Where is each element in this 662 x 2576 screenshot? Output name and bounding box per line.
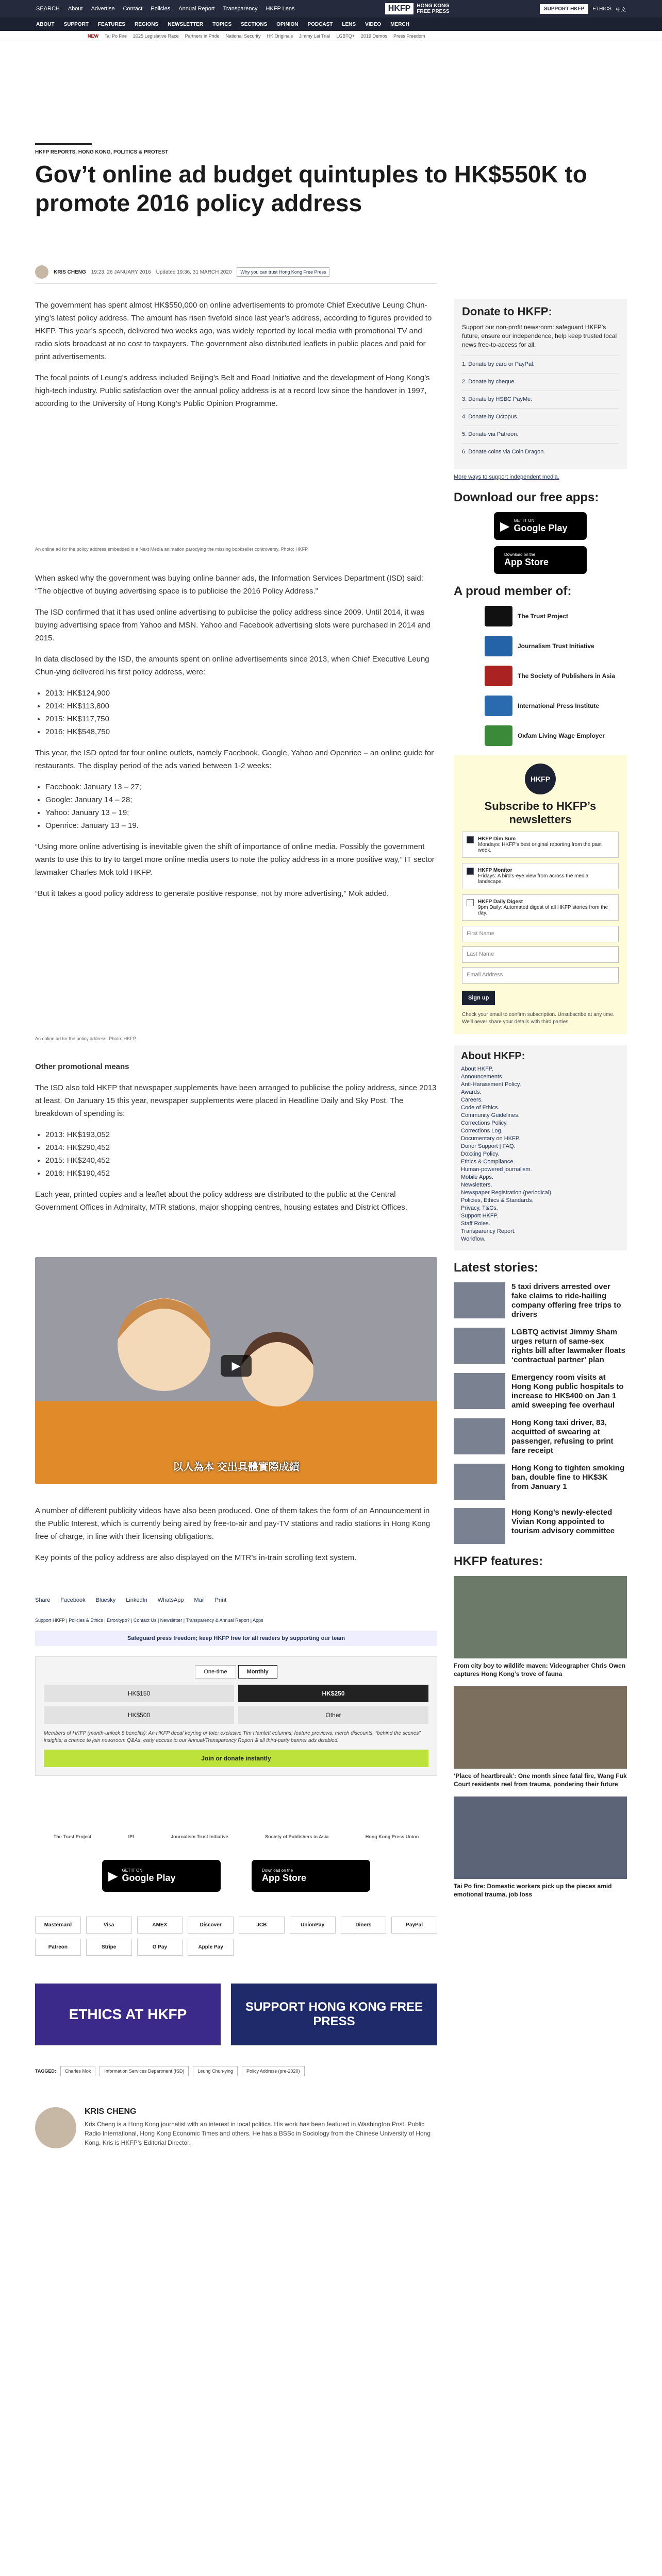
about-link[interactable]: Anti-Harassment Policy. — [461, 1081, 521, 1088]
advertise-link[interactable]: Advertise — [91, 6, 115, 12]
paragraph: “Using more online advertising is inevitable given the shift of importance of online media. Possibly the government wants to use this to try to target more online media users to note the policy address in a more positive way,” IT sector lawmaker Charles Mok told HKFP. — [35, 842, 435, 877]
share-print[interactable]: Print — [214, 1597, 227, 1603]
breadcrumb[interactable]: HKFP REPORTS, HONG KONG, POLITICS & PROTEST — [35, 149, 169, 155]
newsletter-option[interactable] — [462, 863, 619, 889]
apps-title: Download our free apps: — [454, 490, 599, 504]
about-link[interactable]: Human-powered journalism. — [461, 1166, 532, 1173]
lens-link[interactable]: HKFP Lens — [266, 6, 295, 12]
member-name: The Society of Publishers in Asia — [518, 672, 615, 680]
nav-topics[interactable]: TOPICS — [212, 21, 232, 27]
logo-mark: HKFP — [385, 3, 414, 14]
about-link[interactable]: Doxxing Policy. — [461, 1151, 500, 1157]
trending-bar — [0, 31, 662, 41]
about-link[interactable]: Staff Roles. — [461, 1221, 490, 1227]
about-link[interactable]: Careers. — [461, 1097, 483, 1103]
donate-option[interactable]: 3. Donate by HSBC PayMe. — [462, 391, 619, 408]
join-donate-button[interactable]: Join or donate instantly — [44, 1750, 428, 1767]
list-item: • 2013: HK$124,900 — [45, 687, 437, 700]
list-item: • Yahoo: January 13 – 19; — [45, 806, 437, 819]
story-title: LGBTQ activist Jimmy Sham urges return of same-sex rights bill after lawmaker floats ‘contractual partner’ plan — [511, 1328, 625, 1364]
member-logo[interactable] — [485, 606, 627, 626]
story-title: 5 taxi drivers arrested over fake claims to ride-hailing company offering free trips to drivers — [511, 1282, 621, 1319]
author-photo[interactable] — [35, 2107, 76, 2148]
trust-badge[interactable]: Why you can trust Hong Kong Free Press — [237, 267, 329, 277]
amount-option[interactable]: HK$500 — [44, 1706, 234, 1724]
share-whatsapp[interactable]: WhatsApp — [157, 1597, 184, 1603]
about-link[interactable]: Support HKFP. — [461, 1213, 499, 1219]
payment-logo: PayPal — [391, 1917, 437, 1934]
checkbox-checked[interactable] — [467, 836, 474, 843]
payment-logo: Visa — [86, 1917, 132, 1934]
pledge-banner[interactable]: Safeguard press freedom; keep HKFP free for all readers by supporting our team — [35, 1631, 437, 1646]
nav-lens[interactable]: LENS — [342, 21, 356, 27]
nav-support[interactable]: SUPPORT — [63, 21, 89, 27]
payment-logo: G Pay — [137, 1939, 183, 1956]
support-links — [35, 1618, 437, 1623]
about-link[interactable]: Ethics & Compliance. — [461, 1159, 515, 1165]
paragraph: The ISD also told HKFP that newspaper supplements have been arranged to publicise the policy address, since 2013 at least. On January 15 this year, newspaper supplements were placed in Headline Daily and Sky Post. The breakdown of spending is: — [35, 1083, 437, 1118]
partner-logos — [35, 1834, 437, 1839]
article-body-1 — [35, 299, 437, 418]
tab-monthly[interactable]: Monthly — [238, 1665, 277, 1679]
image-caption: An online ad for the policy address embedded in a Next Media animation parodying the missing bookseller controversy. Photo: HKFP. — [35, 547, 309, 552]
page-title: Gov’t online ad budget quintuples to HK$550K to promote 2016 policy address — [35, 161, 587, 216]
paragraph: Each year, printed copies and a leaflet about the policy address are distributed to the public at the Central Government Offices in Admiralty, MTR stations, major shopping centres, housing estates and District Offices. — [35, 1190, 407, 1212]
partner-logo[interactable]: IPI — [128, 1834, 134, 1839]
logo-text: HONG KONG FREE PRESS — [417, 3, 450, 14]
feature-story[interactable] — [454, 1797, 627, 1899]
latest-title: Latest stories: — [454, 1261, 539, 1275]
nav-features[interactable]: FEATURES — [97, 21, 126, 27]
about-link[interactable]: Newspaper Registration (periodical). — [461, 1190, 553, 1196]
trending-item[interactable]: Partners in Pride — [185, 33, 220, 39]
store-name: App Store — [262, 1873, 307, 1883]
member-name: The Trust Project — [518, 613, 569, 620]
nav-sections[interactable]: SECTIONS — [241, 21, 268, 27]
image-caption: An online ad for the policy address. Photo: HKFP. — [35, 1036, 137, 1041]
nav-opinion[interactable]: OPINION — [276, 21, 299, 27]
checkbox-checked[interactable] — [467, 868, 474, 875]
checkbox[interactable] — [467, 899, 474, 906]
newsletter-name: HKFP Daily Digest — [478, 899, 523, 905]
nav-regions[interactable]: REGIONS — [135, 21, 159, 27]
top-bar — [0, 0, 662, 18]
logo-icon — [485, 666, 512, 686]
payment-logo: JCB — [239, 1917, 285, 1934]
feature-image — [454, 1686, 627, 1769]
feature-image — [454, 1576, 627, 1658]
trending-item[interactable]: Jimmy Lai Trial — [299, 33, 330, 39]
author-box — [35, 2107, 437, 2148]
share-bluesky[interactable]: Bluesky — [95, 1597, 116, 1603]
hkfp-logo-icon: HKFP — [525, 764, 556, 794]
donate-option[interactable]: 4. Donate by Octopus. — [462, 408, 619, 426]
last-name-input[interactable]: Last Name — [462, 946, 619, 963]
feature-title: Tai Po fire: Domestic workers pick up the pieces amid emotional trauma, job loss — [454, 1883, 612, 1898]
tag[interactable]: Charles Mok — [60, 2066, 96, 2076]
latest-story[interactable] — [454, 1328, 627, 1365]
story-thumbnail — [454, 1373, 505, 1409]
store-label: Download on the — [262, 1868, 293, 1873]
main-nav — [0, 18, 662, 31]
google-play-icon: ▶ — [500, 519, 510, 533]
payment-logo: Diners — [341, 1917, 387, 1934]
list-item: • 2015: HK$117,750 — [45, 713, 437, 725]
frequency-tabs — [44, 1665, 428, 1679]
member-name: International Press Institute — [518, 702, 600, 709]
logo-icon — [485, 636, 512, 656]
app-badges — [35, 1860, 437, 1892]
about-link[interactable]: Code of Ethics. — [461, 1105, 500, 1111]
paragraph: When asked why the government was buying online banner ads, the Information Services Department (ISD) said: “The objective of buying advertising space is to publicise the 2016 Policy Address.” — [35, 574, 423, 596]
about-link[interactable]: Newsletters. — [461, 1182, 492, 1188]
updated-date: Updated 19:36, 31 MARCH 2020 — [156, 269, 232, 275]
latest-story[interactable] — [454, 1508, 627, 1544]
partner-logo[interactable]: The Trust Project — [53, 1834, 92, 1839]
logo-icon — [485, 606, 512, 626]
store-name: Google Play — [514, 523, 568, 533]
list-item: • 2015: HK$240,452 — [45, 1154, 437, 1167]
image-2-caption-block — [35, 1036, 437, 1042]
story-thumbnail — [454, 1282, 505, 1318]
trending-item[interactable]: LGBTQ+ — [336, 33, 355, 39]
partner-logo[interactable]: Hong Kong Press Union — [365, 1834, 419, 1839]
story-thumbnail — [454, 1508, 505, 1544]
divider — [35, 283, 437, 284]
newsletter-desc: Mondays: HKFP’s best original reporting from the past week. — [478, 842, 602, 853]
promo-banners — [35, 1984, 437, 2045]
top-links — [36, 6, 295, 12]
story-thumbnail — [454, 1328, 505, 1364]
payment-logo: UnionPay — [290, 1917, 336, 1934]
donate-option[interactable]: 1. Donate by card or PayPal. — [462, 355, 619, 373]
membership-note: Members of HKFP (month-unlock 8 benefits): An HKFP decal keyring or tote; exclusive Tim Hamlett columns; feature previews; merch discounts, “behind the scenes” insights; a chance to join newsroom Q&As, early access to our Annual/Transparency Report & all third-party banner ads disabled. — [44, 1731, 421, 1743]
top-right — [540, 4, 626, 14]
share-facebook[interactable]: Facebook — [60, 1597, 86, 1603]
paragraph: The ISD confirmed that it has used online advertising to publicise the policy address since 2009. Until 2014, it was buying advertising space from Yahoo and MSN. Yahoo and Facebook advertising slots were purchased in 2014 and 2015. — [35, 608, 431, 642]
share-linkedin[interactable]: LinkedIn — [126, 1597, 147, 1603]
nav-merch[interactable]: MERCH — [390, 21, 409, 27]
store-label: Download on the — [504, 552, 536, 557]
image-1-caption-block — [35, 546, 437, 553]
feature-image — [454, 1797, 627, 1879]
about-link[interactable]: Transparency Report. — [461, 1228, 516, 1234]
about-link[interactable]: Community Guidelines. — [461, 1112, 520, 1118]
about-title: About HKFP: — [461, 1050, 525, 1062]
trending-item[interactable]: HK Originals — [267, 33, 293, 39]
list-item: • Openrice: January 13 – 19. — [45, 819, 437, 832]
subscribe-note: Check your email to confirm subscription. Unsubscribe at any time. We'll never share your details with third parties. — [462, 1012, 615, 1025]
feature-story[interactable] — [454, 1686, 627, 1788]
about-link[interactable]: About — [68, 6, 83, 12]
logo-icon — [485, 696, 512, 716]
donate-box — [454, 299, 627, 469]
nav-video[interactable]: VIDEO — [365, 21, 382, 27]
author-avatar[interactable] — [35, 265, 48, 279]
trending-item[interactable]: National Security — [225, 33, 261, 39]
sidebar — [454, 299, 627, 1907]
partner-logo[interactable]: Society of Publishers in Asia — [265, 1834, 329, 1839]
sidebar-app-store[interactable] — [494, 546, 587, 574]
amount-option[interactable]: HK$150 — [44, 1685, 234, 1702]
store-label: GET IT ON — [122, 1868, 143, 1873]
about-link[interactable]: Policies, Ethics & Standards. — [461, 1197, 534, 1204]
payment-logo: AMEX — [137, 1917, 183, 1934]
about-link[interactable]: Mobile Apps. — [461, 1174, 493, 1180]
partner-logo[interactable]: Journalism Trust Initiative — [171, 1834, 228, 1839]
support-links-text[interactable]: Support HKFP | Policies & Ethics | Error/typo? | Contact Us | Newsletter | Transparency & Annual Report | Apps — [35, 1618, 263, 1623]
story-title: Hong Kong to tighten smoking ban, double fine to HK$3K from January 1 — [511, 1464, 625, 1491]
newsletter-option[interactable] — [462, 832, 619, 858]
newsletter-desc: Fridays: A bird’s-eye view from across the media landscape. — [478, 873, 589, 885]
supplement-list — [45, 1128, 437, 1180]
about-link[interactable]: About HKFP. — [461, 1066, 493, 1072]
paragraph: “But it takes a good policy address to generate positive response, not by more advertising,” Mok added. — [35, 889, 389, 898]
list-item: • Facebook: January 13 – 27; — [45, 781, 437, 793]
payment-logo: Apple Pay — [188, 1939, 234, 1956]
story-title: Hong Kong’s newly-elected Vivian Kong appointed to tourism advisory committee — [511, 1508, 615, 1535]
about-link[interactable]: Documentary on HKFP. — [461, 1136, 520, 1142]
author-box-name[interactable]: KRIS CHENG — [85, 2107, 137, 2116]
payment-logo: Mastercard — [35, 1917, 81, 1934]
list-item: • 2016: HK$548,750 — [45, 725, 437, 738]
list-item: • 2013: HK$193,052 — [45, 1128, 437, 1141]
donate-widget — [35, 1656, 437, 1776]
nav-newsletter[interactable]: NEWSLETTER — [168, 21, 204, 27]
amount-grid — [44, 1685, 428, 1724]
chinese-link[interactable]: 中文 — [615, 7, 626, 13]
paragraph: The focal points of Leung’s address included Beijing’s Belt and Road Initiative and the development of Hong Kong’s high-tech industry. Public satisfaction over the annual policy address is at a record low since the handover in 1997, according to the University of Hong Kong’s Public Opinion Programme. — [35, 374, 430, 408]
newsletter-title: Subscribe to HKFP’s newsletters — [484, 800, 597, 826]
payment-methods — [35, 1917, 437, 1956]
list-item: • 2014: HK$290,452 — [45, 1141, 437, 1154]
story-title: Emergency room visits at Hong Kong public hospitals to increase to HK$400 on Jan 1 amid sweeping fee overhaul — [511, 1373, 624, 1410]
published-date: 19:23, 26 JANUARY 2016 — [91, 269, 151, 275]
nav-podcast[interactable]: PODCAST — [307, 21, 333, 27]
support-hkfp-button[interactable]: SUPPORT HKFP — [540, 4, 588, 14]
logo-icon — [485, 725, 512, 746]
member-name: Journalism Trust Initiative — [518, 642, 594, 650]
member-logo[interactable] — [485, 636, 627, 656]
play-icon[interactable]: ▶ — [221, 1355, 252, 1377]
donate-option[interactable]: 6. Donate coins via Coin Dragon. — [462, 443, 619, 461]
feature-story[interactable] — [454, 1576, 627, 1678]
video-subtitle: 以人為本 交出具體實際成績 — [173, 1462, 300, 1473]
about-link[interactable]: Corrections Log. — [461, 1128, 503, 1134]
amount-option[interactable]: Other — [238, 1706, 428, 1724]
trending-item[interactable]: Press Freedom — [393, 33, 425, 39]
newsletter-option[interactable] — [462, 894, 619, 921]
donate-title: Donate to HKFP: — [462, 305, 552, 318]
feature-title: From city boy to wildlife maven: Videographer Chris Owen captures Hong Kong’s trove of fauna — [454, 1662, 626, 1677]
google-play-icon: ▶ — [108, 1869, 118, 1883]
share-bar — [35, 1597, 437, 1603]
site-logo[interactable] — [385, 3, 450, 14]
ethics-link[interactable]: ETHICS — [592, 6, 611, 12]
about-link[interactable]: Privacy, T&Cs. — [461, 1205, 498, 1211]
about-link[interactable]: Donor Support | FAQ. — [461, 1143, 516, 1149]
share-label: Share — [35, 1597, 51, 1603]
story-thumbnail — [454, 1464, 505, 1500]
member-name: Oxfam Living Wage Employer — [518, 732, 605, 739]
sidebar-google-play[interactable] — [494, 512, 587, 540]
payment-logo: Patreon — [35, 1939, 81, 1956]
newsletter-name: HKFP Dim Sum — [478, 836, 516, 842]
newsletter-desc: 9pm Daily: Automated digest of all HKFP stories from the day. — [478, 905, 608, 916]
article-body-3 — [35, 1056, 437, 1222]
paragraph: Key points of the policy address are also displayed on the MTR’s in-train scrolling text system. — [35, 1553, 357, 1562]
about-link[interactable]: Awards. — [461, 1089, 482, 1095]
store-label: GET IT ON — [514, 518, 535, 523]
article-body-4 — [35, 1504, 437, 1572]
section-heading: Other promotional means — [35, 1062, 129, 1071]
feature-title: ‘Place of heartbreak’: One month since fatal fire, Wang Fuk Court residents reel from trauma, pondering their future — [454, 1772, 627, 1788]
donate-intro: Support our non-profit newsroom: safeguard HKFP’s future, ensure our independence, help keep trusted local news free-to-access for all. — [462, 324, 617, 348]
tab-one-time[interactable]: One-time — [195, 1665, 236, 1679]
signup-button[interactable]: Sign up — [462, 991, 495, 1005]
nav-about[interactable]: ABOUT — [36, 21, 55, 27]
story-thumbnail — [454, 1418, 505, 1454]
newsletter-box — [454, 755, 627, 1034]
store-name: Google Play — [122, 1873, 176, 1883]
more-ways-link[interactable]: More ways to support independent media. — [454, 474, 559, 480]
paragraph: A number of different publicity videos have also been produced. One of them takes the form of an Announcement in the Public Interest, which is currently being aired by free-to-air and pay-TV stations and radio stations in Hong Kong free of charge, in line with their licensing obligations. — [35, 1506, 431, 1541]
author-name[interactable]: KRIS CHENG — [54, 269, 86, 275]
about-box — [454, 1045, 627, 1250]
list-item: • 2014: HK$113,800 — [45, 700, 437, 713]
headline-rule — [35, 143, 92, 145]
store-name: App Store — [504, 557, 549, 567]
newsletter-name: HKFP Monitor — [478, 868, 512, 873]
paragraph: The government has spent almost HK$550,000 on online advertisements to promote Chief Executive Leung Chun-ying’s latest policy address. The amount has risen fivefold since last year’s address, according to figures provided to HKFP. This year’s speech, delivered two weeks ago, was widely reported by local media with promotional TV and radio slots broadcast at no cost to taxpayers. The government also distributed leaflets in public places and paid for print advertisements. — [35, 301, 432, 361]
about-link[interactable]: Corrections Policy. — [461, 1120, 508, 1126]
email-input[interactable]: Email Address — [462, 967, 619, 984]
article-body-2 — [35, 572, 437, 908]
latest-story[interactable] — [454, 1464, 627, 1500]
byline — [35, 265, 627, 279]
tag[interactable]: Policy Address (pre-2020) — [242, 2066, 305, 2076]
search-link[interactable]: SEARCH — [36, 6, 60, 12]
donate-option[interactable]: 5. Donate via Patreon. — [462, 426, 619, 443]
paragraph: This year, the ISD opted for four online outlets, namely Facebook, Google, Yahoo and Openrice – an online guide for restaurants. The display period of the ads varied between 1-2 weeks: — [35, 749, 434, 770]
about-link[interactable]: Announcements. — [461, 1074, 504, 1080]
trending-item[interactable]: 2025 Legislative Race — [133, 33, 179, 39]
video-player[interactable] — [35, 1257, 437, 1484]
tagged-label: TAGGED: — [35, 2069, 56, 2074]
donate-option[interactable]: 2. Donate by cheque. — [462, 373, 619, 391]
member-logo[interactable] — [485, 666, 627, 686]
list-item: • Google: January 14 – 28; — [45, 793, 437, 806]
annual-report-link[interactable]: Annual Report — [178, 6, 215, 12]
app-store-button[interactable] — [252, 1860, 370, 1892]
paragraph: In data disclosed by the ISD, the amounts spent on online advertisements since 2013, when Chief Executive Leung Chun-ying delivered his first policy address, were: — [35, 655, 429, 676]
trending-item[interactable]: Tai Po Fire — [105, 33, 127, 39]
spending-list — [45, 687, 437, 738]
ethics-promo[interactable]: ETHICS AT HKFP — [35, 1984, 221, 2045]
tag[interactable]: Leung Chun-ying — [193, 2066, 238, 2076]
amount-option-selected[interactable]: HK$250 — [238, 1685, 428, 1702]
latest-story[interactable] — [454, 1282, 627, 1319]
story-title: Hong Kong taxi driver, 83, acquitted of swearing at passenger, refusing to print fare receipt — [511, 1418, 614, 1455]
share-mail[interactable]: Mail — [194, 1597, 205, 1603]
google-play-button[interactable] — [102, 1860, 221, 1892]
policies-link[interactable]: Policies — [151, 6, 171, 12]
features-title: HKFP features: — [454, 1554, 543, 1568]
about-link[interactable]: Workflow. — [461, 1236, 486, 1242]
first-name-input[interactable]: First Name — [462, 926, 619, 942]
author-bio: Kris Cheng is a Hong Kong journalist with an interest in local politics. His work has been featured in Washington Post, Public Radio International, Hong Kong Economic Times and others. He has a BSSc in Sociology from the Chinese University of Hong Kong. Kris is HKFP’s Editorial Director. — [85, 2121, 431, 2146]
member-logo[interactable] — [485, 696, 627, 716]
latest-story[interactable] — [454, 1418, 627, 1455]
payment-logo: Discover — [188, 1917, 234, 1934]
trending-item[interactable]: 2019 Demos — [360, 33, 387, 39]
tag-list — [35, 2066, 437, 2076]
outlet-list — [45, 781, 437, 832]
latest-story[interactable] — [454, 1373, 627, 1410]
list-item: • 2016: HK$190,452 — [45, 1167, 437, 1180]
member-logo[interactable] — [485, 725, 627, 746]
contact-link[interactable]: Contact — [123, 6, 143, 12]
member-title: A proud member of: — [454, 584, 572, 598]
new-badge: NEW — [88, 33, 98, 39]
support-promo[interactable]: SUPPORT HONG KONG FREE PRESS — [231, 1984, 437, 2045]
payment-logo: Stripe — [86, 1939, 132, 1956]
tag[interactable]: Information Services Department (ISD) — [100, 2066, 189, 2076]
transparency-link[interactable]: Transparency — [223, 6, 258, 12]
